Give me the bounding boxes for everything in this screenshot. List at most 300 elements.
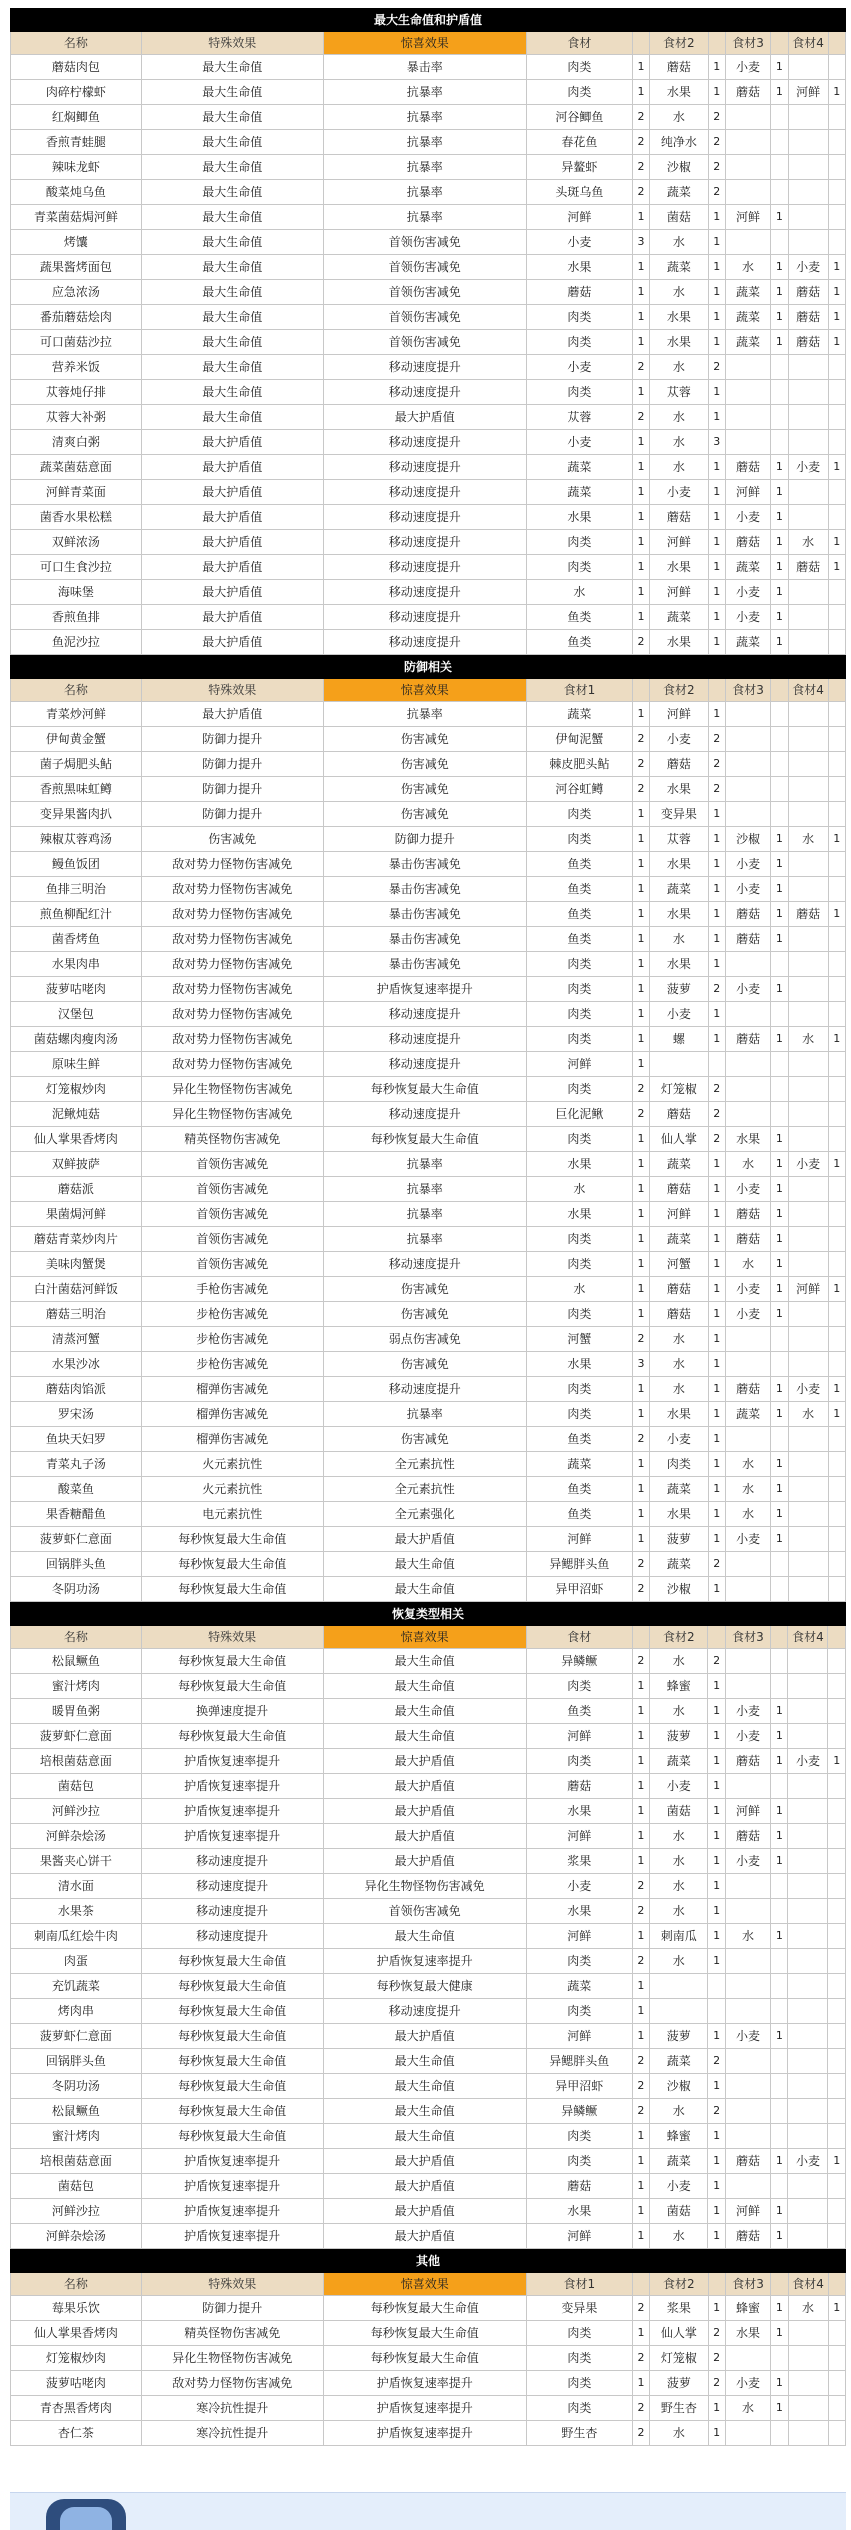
- ingredient-4: [788, 1899, 828, 1924]
- ingredient-3: 蘑菇: [725, 902, 770, 927]
- table-row: [11, 1152, 846, 1177]
- ingredient-3: [725, 777, 770, 802]
- ingredient-2: 水: [650, 1899, 708, 1924]
- surprise-effect: 抗暴率: [323, 205, 526, 230]
- ingredient-3: 小麦: [725, 1699, 770, 1724]
- ingredient-4-qty: [828, 802, 845, 827]
- surprise-effect: 首领伤害减免: [323, 1899, 526, 1924]
- special-effect: 榴弹伤害减免: [141, 1427, 323, 1452]
- dish-name: 培根菌菇意面: [11, 2149, 142, 2174]
- ingredient-4-qty: [828, 1052, 845, 1077]
- ingredient-4-qty: 1: [828, 1749, 846, 1774]
- surprise-effect: 防御力提升: [323, 827, 526, 852]
- special-effect: 每秒恢复最大生命值: [141, 1949, 323, 1974]
- special-effect: 最大生命值: [141, 280, 323, 305]
- ingredient-1-qty: 1: [632, 1774, 649, 1799]
- table-row: [11, 1452, 846, 1477]
- ingredient-1-qty: 1: [632, 2174, 649, 2199]
- surprise-effect: 首领伤害减免: [323, 330, 526, 355]
- surprise-effect: 首领伤害减免: [323, 305, 526, 330]
- ingredient-2: 蔬菜: [650, 1152, 708, 1177]
- ingredient-1-qty: 1: [632, 1177, 649, 1202]
- surprise-effect: 伤害减免: [323, 727, 526, 752]
- ingredient-1: 水果: [526, 255, 632, 280]
- ingredient-1-qty: 1: [632, 1302, 649, 1327]
- ingredient-3-qty: [771, 2421, 788, 2446]
- ingredient-1: 小麦: [526, 430, 632, 455]
- surprise-effect: 暴击伤害减免: [323, 927, 526, 952]
- ingredient-3: 小麦: [725, 1849, 770, 1874]
- ingredient-2: 水: [650, 1849, 708, 1874]
- dish-name: 清水面: [11, 1874, 142, 1899]
- ingredient-4-qty: [828, 1002, 845, 1027]
- ingredient-2-qty: 1: [708, 230, 725, 255]
- ingredient-4: 小麦: [788, 1152, 828, 1177]
- dish-name: 双鲜浓汤: [11, 530, 142, 555]
- surprise-effect: 移动速度提升: [323, 430, 526, 455]
- ingredient-2-qty: 1: [708, 1202, 725, 1227]
- ingredient-2: 螺: [650, 1027, 708, 1052]
- ingredient-4: [788, 630, 828, 655]
- ingredient-2: 蘑菇: [650, 55, 708, 80]
- ingredient-2-qty: 1: [708, 1377, 725, 1402]
- ingredient-1: 蔬菜: [526, 1974, 632, 1999]
- ingredient-4: [788, 1327, 828, 1352]
- special-effect: 换弹速度提升: [141, 1699, 323, 1724]
- ingredient-1: 河谷虹鳟: [526, 777, 632, 802]
- ingredient-3-qty: 1: [771, 1849, 788, 1874]
- column-header-dish-name: 名称: [11, 679, 142, 702]
- ingredient-1: 肉类: [526, 952, 632, 977]
- ingredient-4: 水: [788, 1402, 828, 1427]
- ingredient-3: [725, 2074, 770, 2099]
- table-row: [11, 1427, 846, 1452]
- ingredient-4: [788, 2224, 828, 2249]
- ingredient-2-qty: 1: [708, 455, 725, 480]
- surprise-effect: 最大生命值: [323, 2124, 526, 2149]
- ingredient-2-qty: 3: [708, 430, 725, 455]
- ingredient-1-qty: 1: [632, 55, 649, 80]
- ingredient-4: [788, 180, 828, 205]
- ingredient-1: 浆果: [526, 1849, 632, 1874]
- ingredient-4-qty: [828, 1527, 845, 1552]
- ingredient-1: 肉类: [526, 2149, 632, 2174]
- dish-name: 辣味龙虾: [11, 155, 142, 180]
- ingredient-2: 水: [650, 355, 708, 380]
- ingredient-3-qty: 1: [771, 977, 788, 1002]
- ingredient-4-qty: [828, 1774, 846, 1799]
- surprise-effect: 最大生命值: [323, 1699, 526, 1724]
- ingredient-1-qty: 1: [632, 1999, 649, 2024]
- ingredient-1-qty: 1: [632, 2199, 649, 2224]
- ingredient-4-qty: [828, 1352, 845, 1377]
- ingredient-1-qty: 1: [632, 580, 649, 605]
- ingredient-4-qty: [828, 1427, 845, 1452]
- ingredient-4: [788, 155, 828, 180]
- table-row: [11, 105, 846, 130]
- ingredient-3: [725, 1774, 770, 1799]
- column-header-ingredient-3-qty: [771, 2273, 788, 2296]
- surprise-effect: 移动速度提升: [323, 1052, 526, 1077]
- ingredient-1: 肉类: [526, 380, 632, 405]
- column-header-ingredient-4: 食材4: [788, 1626, 828, 1649]
- ingredient-3: [725, 2346, 770, 2371]
- ingredient-4: [788, 702, 828, 727]
- ingredient-3-qty: [771, 405, 788, 430]
- ingredient-2-qty: 1: [708, 1327, 725, 1352]
- ingredient-1: 蘑菇: [526, 2174, 632, 2199]
- ingredient-1: 肉类: [526, 1302, 632, 1327]
- section-title-row: [11, 656, 846, 679]
- ingredient-3-qty: [771, 180, 788, 205]
- column-header-ingredient-4-qty: [828, 2273, 845, 2296]
- ingredient-1: 水: [526, 580, 632, 605]
- ingredient-2-qty: 1: [708, 1824, 725, 1849]
- ingredient-2: 小麦: [650, 1427, 708, 1452]
- dish-name: 原味生鲜: [11, 1052, 142, 1077]
- ingredient-4: [788, 1924, 828, 1949]
- ingredient-2: 小麦: [650, 1002, 708, 1027]
- ingredient-3: 蘑菇: [725, 1027, 770, 1052]
- ingredient-3: 小麦: [725, 1527, 770, 1552]
- ingredient-3-qty: 1: [771, 927, 788, 952]
- ingredient-4: 水: [788, 2296, 828, 2321]
- ingredient-2: 水: [650, 280, 708, 305]
- special-effect: 首领伤害减免: [141, 1202, 323, 1227]
- ingredient-2: 蔬菜: [650, 605, 708, 630]
- ingredient-1: 异甲沼虾: [526, 1577, 632, 1602]
- ingredient-4-qty: [828, 1974, 846, 1999]
- surprise-effect: 移动速度提升: [323, 555, 526, 580]
- ingredient-1: 鱼类: [526, 927, 632, 952]
- ingredient-4: [788, 430, 828, 455]
- ingredient-3: [725, 1974, 770, 1999]
- ingredient-2-qty: 1: [708, 927, 725, 952]
- table-row: [11, 555, 846, 580]
- ingredient-3: [725, 230, 770, 255]
- ingredient-1: 肉类: [526, 2396, 632, 2421]
- ingredient-2-qty: 1: [708, 1252, 725, 1277]
- ingredient-4: 蘑菇: [788, 555, 828, 580]
- dish-name: 灯笼椒炒肉: [11, 2346, 142, 2371]
- special-effect: 敌对势力怪物伤害减免: [141, 902, 323, 927]
- table-row: [11, 1302, 846, 1327]
- ingredient-1: 肉类: [526, 1999, 632, 2024]
- ingredient-1-qty: 1: [632, 2321, 649, 2346]
- special-effect: 每秒恢复最大生命值: [141, 1724, 323, 1749]
- dish-name: 杏仁茶: [11, 2421, 142, 2446]
- ingredient-4-qty: [828, 1824, 846, 1849]
- ingredient-4-qty: [828, 1552, 845, 1577]
- table-row: [11, 927, 846, 952]
- special-effect: 护盾恢复速率提升: [141, 2224, 323, 2249]
- ingredient-1-qty: 1: [632, 852, 649, 877]
- surprise-effect: 最大生命值: [323, 1552, 526, 1577]
- special-effect: 敌对势力怪物伤害减免: [141, 927, 323, 952]
- ingredient-2: 小麦: [650, 727, 708, 752]
- ingredient-4: [788, 355, 828, 380]
- ingredient-1-qty: 3: [632, 1352, 649, 1377]
- ingredient-3: [725, 355, 770, 380]
- dish-name: 营养米饭: [11, 355, 142, 380]
- surprise-effect: 抗暴率: [323, 1177, 526, 1202]
- ingredient-2-qty: 1: [708, 1674, 725, 1699]
- ingredient-3: 小麦: [725, 580, 770, 605]
- section-title-row: [11, 1603, 846, 1626]
- surprise-effect: 伤害减免: [323, 802, 526, 827]
- dish-name: 松鼠鳜鱼: [11, 2099, 142, 2124]
- special-effect: 敌对势力怪物伤害减免: [141, 852, 323, 877]
- ingredient-4-qty: [828, 977, 845, 1002]
- ingredient-2: 蔬菜: [650, 1227, 708, 1252]
- ingredient-1-qty: 1: [632, 280, 649, 305]
- special-effect: 敌对势力怪物伤害减免: [141, 877, 323, 902]
- ingredient-4: 河鲜: [788, 1277, 828, 1302]
- ingredient-1-qty: 2: [632, 1949, 649, 1974]
- ingredient-2: 蔬菜: [650, 2049, 708, 2074]
- dish-name: 蘑菇派: [11, 1177, 142, 1202]
- table-row: [11, 55, 846, 80]
- ingredient-2-qty: 1: [708, 505, 725, 530]
- ingredient-2: 菠萝: [650, 2024, 708, 2049]
- surprise-effect: 抗暴率: [323, 180, 526, 205]
- ingredient-2: [650, 1974, 708, 1999]
- ingredient-1: 蔬菜: [526, 480, 632, 505]
- dish-name: 菌子焗肥头鲇: [11, 752, 142, 777]
- table-row: [11, 430, 846, 455]
- table-row: [11, 330, 846, 355]
- dish-name: 泥鳅炖菇: [11, 1102, 142, 1127]
- ingredient-4-qty: [828, 230, 845, 255]
- ingredient-3: 河鲜: [725, 205, 770, 230]
- ingredient-2-qty: 2: [708, 752, 725, 777]
- ingredient-4: [788, 727, 828, 752]
- dish-name: 培根菌菇意面: [11, 1749, 142, 1774]
- ingredient-1-qty: 1: [632, 555, 649, 580]
- ingredient-2-qty: 2: [708, 1649, 725, 1674]
- ingredient-1-qty: 2: [632, 1427, 649, 1452]
- ingredient-2: 变异果: [650, 802, 708, 827]
- dish-name: 酸菜炖乌鱼: [11, 180, 142, 205]
- table-row: [11, 1327, 846, 1352]
- table-row: [11, 977, 846, 1002]
- ingredient-4: [788, 752, 828, 777]
- avatar[interactable]: [46, 2499, 126, 2530]
- ingredient-4-qty: [828, 1799, 846, 1824]
- surprise-effect: 暴击伤害减免: [323, 877, 526, 902]
- ingredient-2-qty: 1: [708, 380, 725, 405]
- dish-name: 灯笼椒炒肉: [11, 1077, 142, 1102]
- ingredient-2-qty: 1: [708, 1152, 725, 1177]
- ingredient-3-qty: [771, 1002, 788, 1027]
- ingredient-3-qty: [771, 2174, 788, 2199]
- ingredient-4-qty: [828, 2174, 846, 2199]
- dish-name: 河鲜杂烩汤: [11, 1824, 142, 1849]
- dish-name: 可口菌菇沙拉: [11, 330, 142, 355]
- column-header-special-effect: 特殊效果: [141, 679, 323, 702]
- ingredient-3-qty: 1: [771, 1477, 788, 1502]
- dish-name: 酸菜鱼: [11, 1477, 142, 1502]
- ingredient-4-qty: 1: [828, 280, 845, 305]
- ingredient-1-qty: 2: [632, 2396, 649, 2421]
- ingredient-4-qty: [828, 155, 845, 180]
- ingredient-4-qty: [828, 2321, 845, 2346]
- special-effect: 最大生命值: [141, 205, 323, 230]
- ingredient-4-qty: [828, 702, 845, 727]
- column-header-ingredient-1: 食材1: [526, 2273, 632, 2296]
- ingredient-1: 河鲜: [526, 1724, 632, 1749]
- surprise-effect: 移动速度提升: [323, 1027, 526, 1052]
- ingredient-4-qty: [828, 1327, 845, 1352]
- dish-name: 果香糖醋鱼: [11, 1502, 142, 1527]
- ingredient-2-qty: 1: [708, 1477, 725, 1502]
- ingredient-2: 蔬菜: [650, 1477, 708, 1502]
- ingredient-4: [788, 1102, 828, 1127]
- ingredient-1: 水果: [526, 2199, 632, 2224]
- ingredient-2: 水: [650, 1874, 708, 1899]
- ingredient-3: [725, 380, 770, 405]
- dish-name: 蜜汁烤肉: [11, 1674, 142, 1699]
- column-header-ingredient-2: 食材2: [650, 679, 708, 702]
- dish-name: 罗宋汤: [11, 1402, 142, 1427]
- ingredient-3: 蘑菇: [725, 530, 770, 555]
- ingredient-3: 蘑菇: [725, 1227, 770, 1252]
- ingredient-3-qty: 1: [771, 1152, 788, 1177]
- table-row: [11, 2074, 846, 2099]
- ingredient-2: 蔬菜: [650, 1552, 708, 1577]
- dish-name: 菠萝咕咾肉: [11, 977, 142, 1002]
- surprise-effect: 移动速度提升: [323, 530, 526, 555]
- ingredient-4-qty: 1: [828, 455, 845, 480]
- ingredient-4: [788, 877, 828, 902]
- ingredient-2-qty: 2: [708, 777, 725, 802]
- ingredient-2: 水: [650, 1327, 708, 1352]
- dish-name: 暖胃鱼粥: [11, 1699, 142, 1724]
- ingredient-3: 蔬菜: [725, 330, 770, 355]
- ingredient-1: 肉类: [526, 1674, 632, 1699]
- dish-name: 河鲜沙拉: [11, 1799, 142, 1824]
- ingredient-1-qty: 1: [632, 1052, 649, 1077]
- special-effect: 步枪伤害减免: [141, 1327, 323, 1352]
- ingredient-2: 蘑菇: [650, 1302, 708, 1327]
- table-row: [11, 1824, 846, 1849]
- surprise-effect: 异化生物怪物伤害减免: [323, 1874, 526, 1899]
- special-effect: 最大生命值: [141, 80, 323, 105]
- special-effect: 最大护盾值: [141, 530, 323, 555]
- ingredient-1-qty: 2: [632, 105, 649, 130]
- ingredient-2: 灯笼椒: [650, 2346, 708, 2371]
- ingredient-1-qty: 1: [632, 827, 649, 852]
- ingredient-4: [788, 927, 828, 952]
- special-effect: 电元素抗性: [141, 1502, 323, 1527]
- ingredient-2: 蜂蜜: [650, 2124, 708, 2149]
- surprise-effect: 护盾恢复速率提升: [323, 1949, 526, 1974]
- ingredient-4-qty: 1: [828, 902, 845, 927]
- ingredient-3: 蔬菜: [725, 280, 770, 305]
- table-row: [11, 1377, 846, 1402]
- table-row: [11, 2396, 846, 2421]
- ingredient-3-qty: 1: [771, 2224, 788, 2249]
- ingredient-1-qty: 2: [632, 1874, 649, 1899]
- ingredient-4: 小麦: [788, 2149, 828, 2174]
- ingredient-3-qty: [771, 230, 788, 255]
- special-effect: 最大护盾值: [141, 430, 323, 455]
- ingredient-3-qty: [771, 1899, 788, 1924]
- special-effect: 护盾恢复速率提升: [141, 1824, 323, 1849]
- ingredient-1: 鱼类: [526, 1477, 632, 1502]
- column-header-ingredient-1: 食材1: [526, 679, 632, 702]
- special-effect: 最大生命值: [141, 180, 323, 205]
- ingredient-3: 水: [725, 1252, 770, 1277]
- ingredient-1-qty: 1: [632, 1824, 649, 1849]
- special-effect: 移动速度提升: [141, 1849, 323, 1874]
- ingredient-1-qty: 1: [632, 1027, 649, 1052]
- ingredient-3: [725, 2049, 770, 2074]
- section-title: 恢复类型相关: [11, 1603, 846, 1626]
- ingredient-2-qty: 1: [708, 802, 725, 827]
- ingredient-2-qty: 1: [708, 1949, 725, 1974]
- dish-name: 蘑菇青菜炒肉片: [11, 1227, 142, 1252]
- ingredient-3-qty: [771, 155, 788, 180]
- ingredient-4-qty: [828, 1999, 846, 2024]
- ingredient-2: 水果: [650, 330, 708, 355]
- ingredient-4: 蘑菇: [788, 330, 828, 355]
- surprise-effect: 抗暴率: [323, 1202, 526, 1227]
- ingredient-2: 菠萝: [650, 1724, 708, 1749]
- ingredient-4: [788, 55, 828, 80]
- ingredient-3-qty: 1: [771, 1227, 788, 1252]
- ingredient-3-qty: 1: [771, 1202, 788, 1227]
- ingredient-2: 仙人掌: [650, 2321, 708, 2346]
- ingredient-4-qty: 1: [828, 1027, 845, 1052]
- ingredient-2: 菠萝: [650, 2371, 708, 2396]
- table-row: [11, 1577, 846, 1602]
- dish-name: 苁蓉大补粥: [11, 405, 142, 430]
- ingredient-4: [788, 1127, 828, 1152]
- ingredient-2-qty: 1: [708, 2149, 725, 2174]
- ingredient-3-qty: [771, 2346, 788, 2371]
- ingredient-2-qty: 1: [708, 1577, 725, 1602]
- dish-name: 鱼块天妇罗: [11, 1427, 142, 1452]
- ingredient-4-qty: [828, 2396, 845, 2421]
- special-effect: 防御力提升: [141, 802, 323, 827]
- dish-name: 冬阴功汤: [11, 2074, 142, 2099]
- ingredient-4: 水: [788, 1027, 828, 1052]
- ingredient-2: 苁蓉: [650, 827, 708, 852]
- ingredient-4-qty: [828, 380, 845, 405]
- surprise-effect: 伤害减免: [323, 1302, 526, 1327]
- ingredient-3: [725, 1949, 770, 1974]
- ingredient-3: 小麦: [725, 977, 770, 1002]
- ingredient-4: [788, 580, 828, 605]
- special-effect: 每秒恢复最大生命值: [141, 1649, 323, 1674]
- ingredient-4: [788, 2074, 828, 2099]
- dish-name: 番茄蘑菇烩肉: [11, 305, 142, 330]
- ingredient-4: [788, 2396, 828, 2421]
- ingredient-1: 头斑乌鱼: [526, 180, 632, 205]
- ingredient-3: [725, 1002, 770, 1027]
- column-header-ingredient-4: 食材4: [788, 2273, 828, 2296]
- ingredient-4: [788, 1552, 828, 1577]
- ingredient-2-qty: 1: [708, 1502, 725, 1527]
- special-effect: 护盾恢复速率提升: [141, 1799, 323, 1824]
- table-row: [11, 305, 846, 330]
- ingredient-2-qty: 1: [708, 2199, 725, 2224]
- ingredient-2: 水果: [650, 630, 708, 655]
- table-row: [11, 1724, 846, 1749]
- table-row: [11, 1974, 846, 1999]
- special-effect: 最大护盾值: [141, 702, 323, 727]
